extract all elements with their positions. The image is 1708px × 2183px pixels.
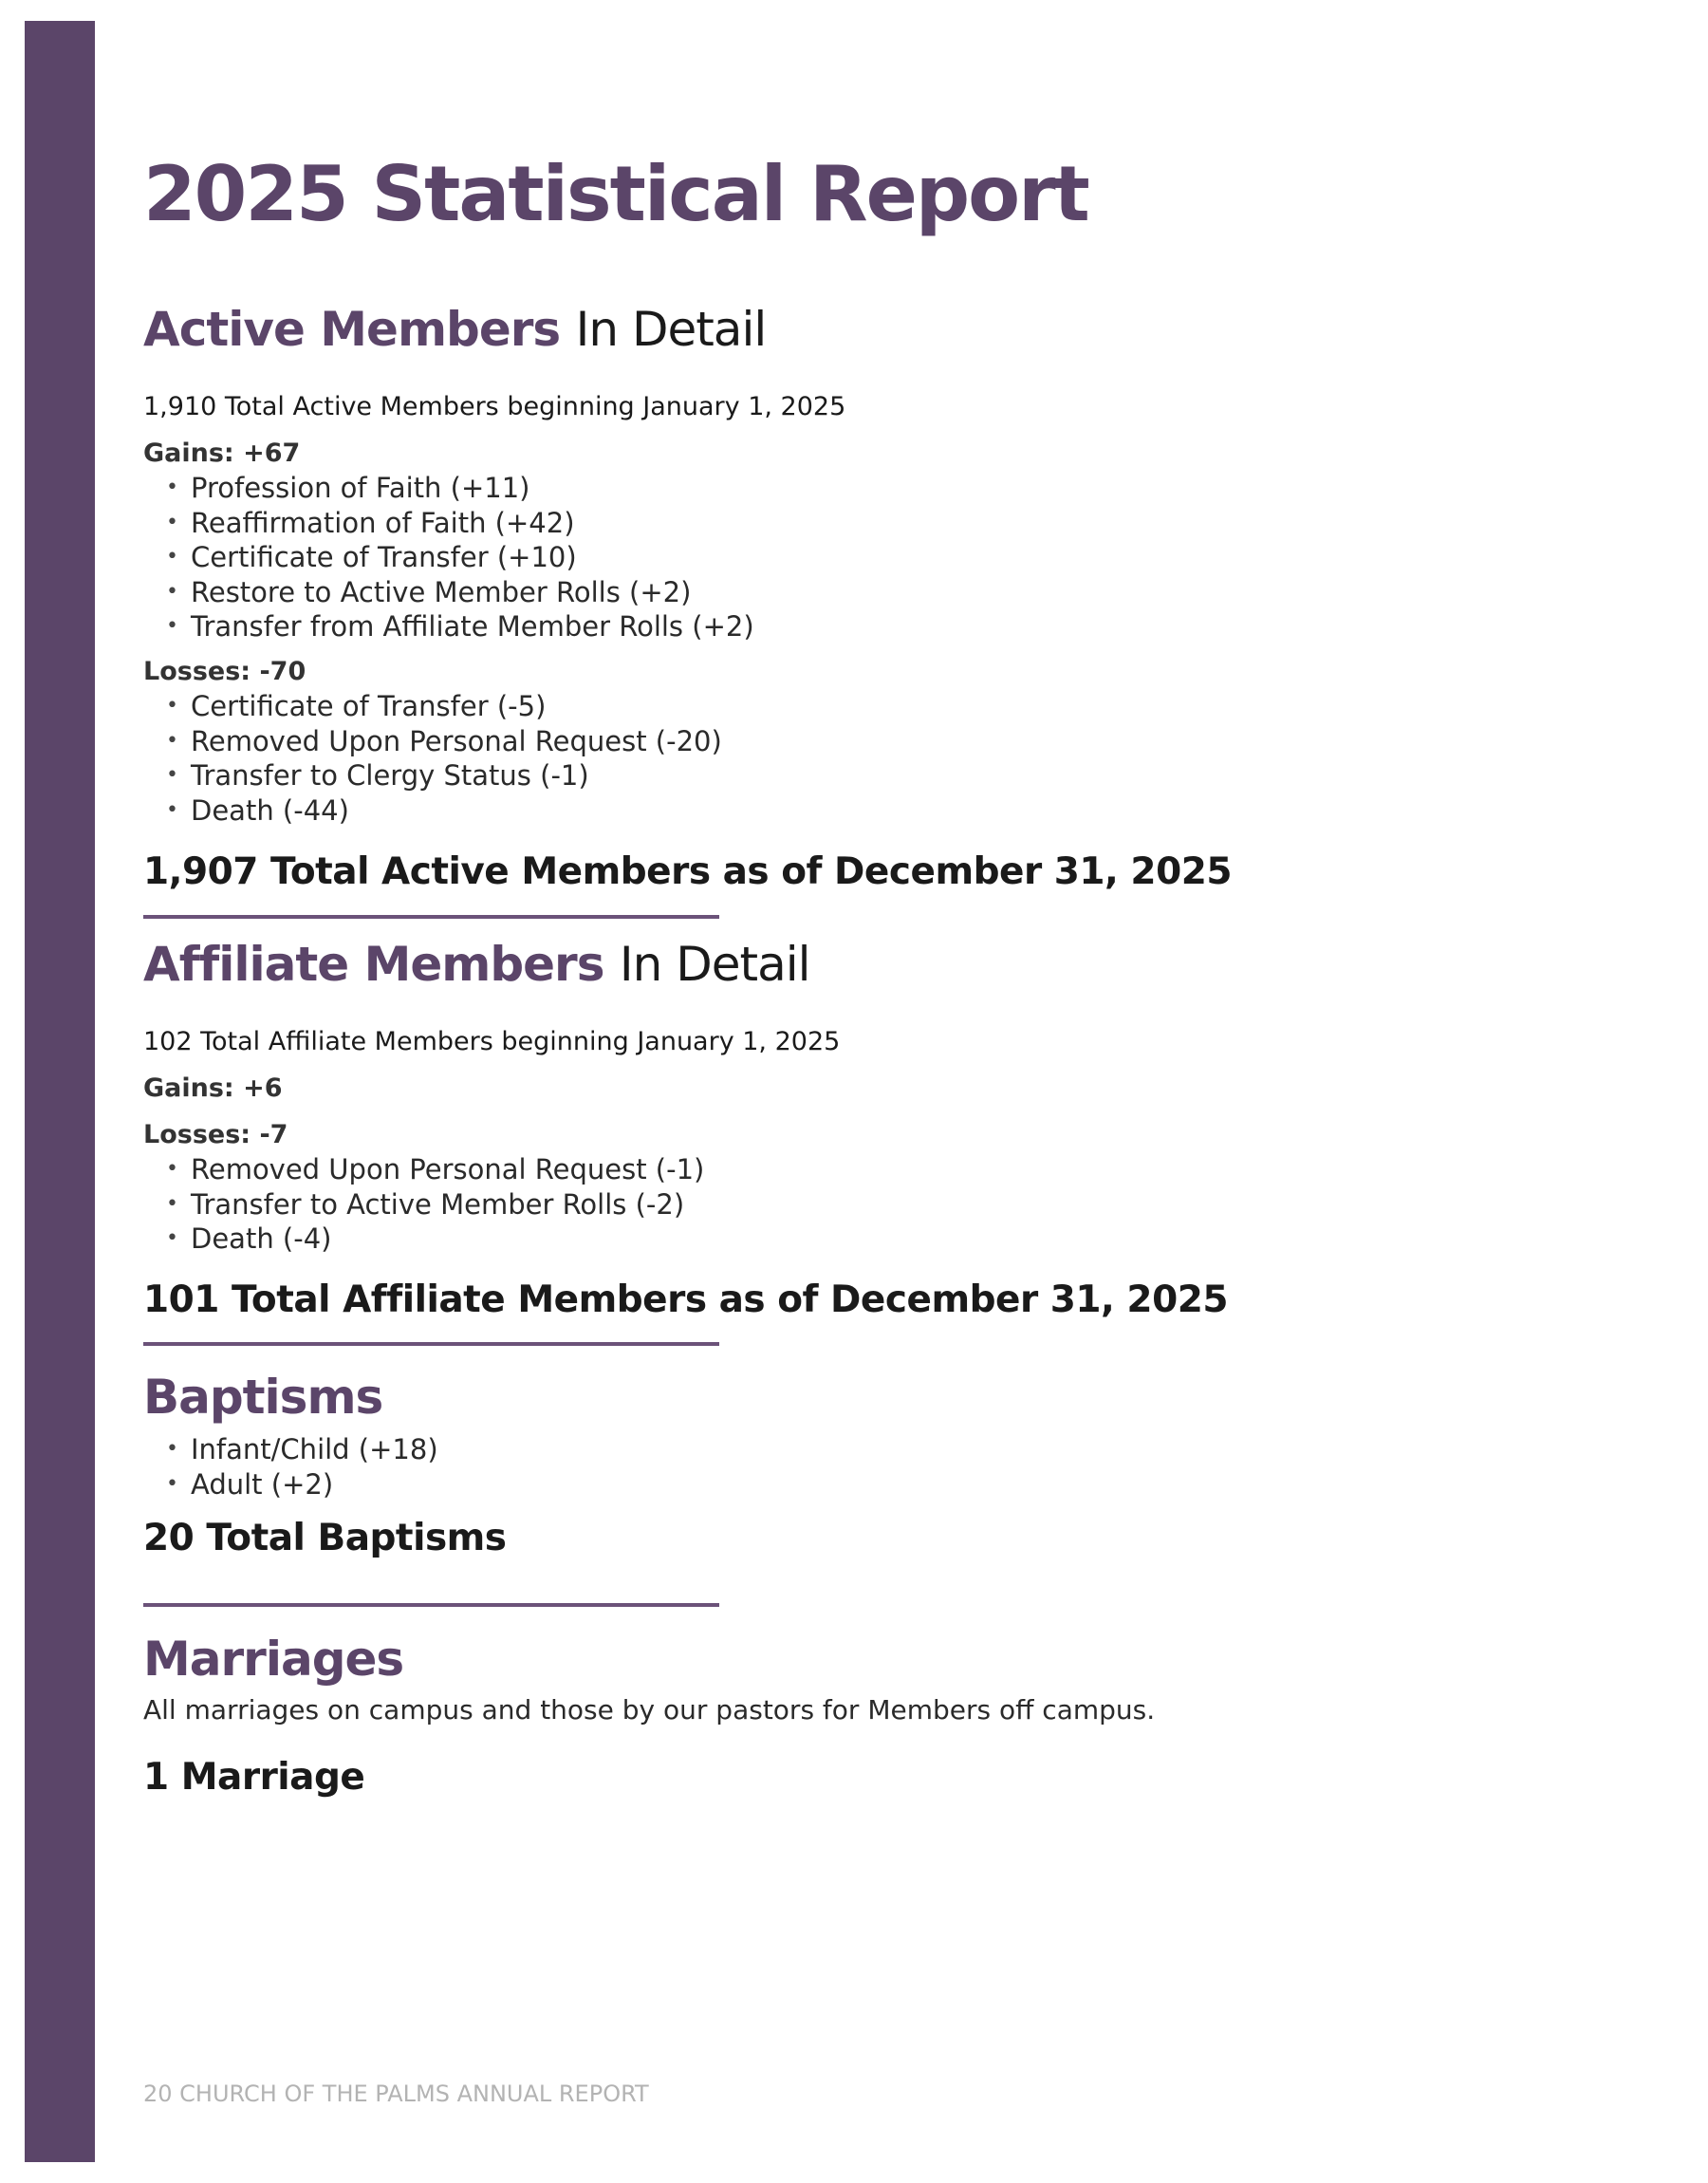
affiliate-losses-list	[166, 1152, 704, 1257]
page-footer: 20 CHURCH OF THE PALMS ANNUAL REPORT	[143, 2080, 649, 2107]
active-total: 1,907 Total Active Members as of December 31, 2025	[143, 850, 1232, 893]
list-item: • Profession of Faith (+11)	[166, 471, 754, 506]
list-item: • Transfer to Clergy Status (-1)	[166, 758, 722, 793]
list-item: • Removed Upon Personal Request (-20)	[166, 724, 722, 759]
list-item: • Restore to Active Member Rolls (+2)	[166, 575, 754, 610]
affiliate-losses-label: Losses: -7	[143, 1120, 288, 1149]
marriages-description: All marriages on campus and those by our pastors for Members off campus.	[143, 1694, 1156, 1726]
active-members-heading	[143, 302, 766, 357]
affiliate-members-heading-light: In Detail	[619, 937, 810, 992]
section-divider	[143, 1603, 719, 1607]
list-item: • Certificate of Transfer (+10)	[166, 540, 754, 575]
affiliate-members-heading-strong: Affiliate Members	[143, 937, 604, 992]
marriages-total: 1 Marriage	[143, 1756, 365, 1799]
active-gains-list	[166, 471, 754, 644]
list-item: • Reaffirmation of Faith (+42)	[166, 506, 754, 541]
active-losses-list	[166, 689, 722, 828]
list-item: • Death (-4)	[166, 1222, 704, 1257]
active-beginning-count: 1,910 Total Active Members beginning January 1, 2025	[143, 392, 846, 421]
list-item: • Transfer to Active Member Rolls (-2)	[166, 1187, 704, 1222]
active-losses-label: Losses: -70	[143, 657, 306, 686]
section-divider	[143, 1342, 719, 1346]
baptisms-list	[166, 1432, 438, 1502]
affiliate-gains-label: Gains: +6	[143, 1073, 283, 1103]
baptisms-heading	[143, 1370, 382, 1425]
baptisms-total: 20 Total Baptisms	[143, 1517, 507, 1559]
affiliate-beginning-count: 102 Total Affiliate Members beginning January 1, 2025	[143, 1027, 841, 1056]
baptisms-heading-text: Baptisms	[143, 1370, 383, 1425]
sidebar-accent-bar	[25, 21, 95, 2162]
list-item: • Adult (+2)	[166, 1467, 438, 1502]
affiliate-total: 101 Total Affiliate Members as of December 31, 2025	[143, 1278, 1228, 1321]
active-gains-label: Gains: +67	[143, 438, 301, 468]
list-item: • Infant/Child (+18)	[166, 1432, 438, 1467]
active-members-heading-strong: Active Members	[143, 302, 561, 357]
list-item: • Certificate of Transfer (-5)	[166, 689, 722, 724]
section-divider	[143, 915, 719, 919]
marriages-heading-text: Marriages	[143, 1632, 404, 1687]
list-item: • Death (-44)	[166, 793, 722, 829]
affiliate-members-heading	[143, 937, 810, 992]
active-members-heading-light: In Detail	[575, 302, 767, 357]
list-item: • Transfer from Affiliate Member Rolls (+2)	[166, 609, 754, 644]
page-title: 2025 Statistical Report	[143, 150, 1088, 238]
marriages-heading	[143, 1632, 403, 1687]
list-item: • Removed Upon Personal Request (-1)	[166, 1152, 704, 1187]
